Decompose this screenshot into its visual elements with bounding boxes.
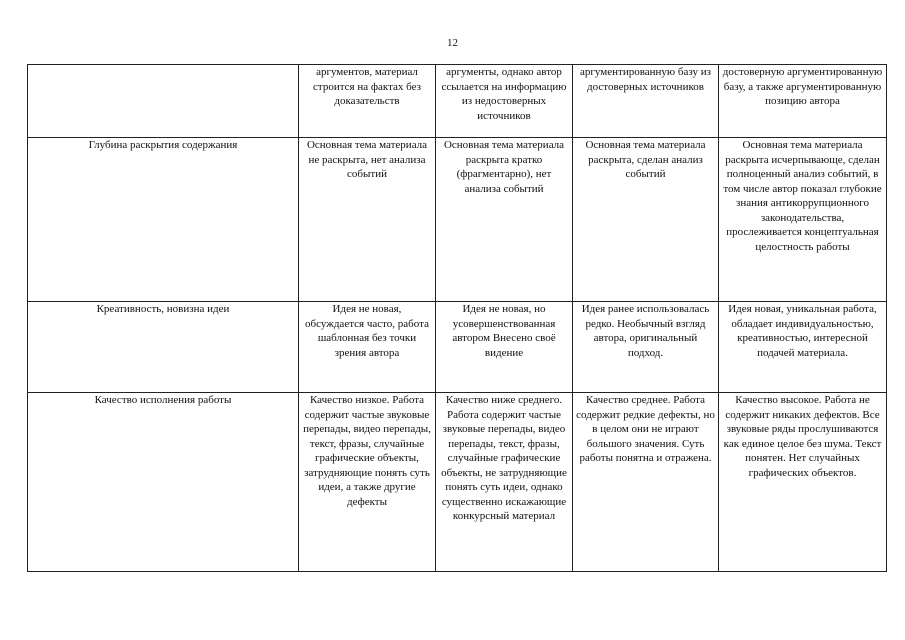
score-cell-2: аргументы, однако автор ссылается на информацию из недостоверных источников [436,65,573,138]
criterion-cell: Качество исполнения работы [28,393,299,572]
page-number: 12 [447,37,458,49]
score-cell-4: Качество высокое. Работа не содержит никаких дефектов. Все звуковые ряды прослушиваются как единое целое без шума. Текст понятен. Нет случайных графических объектов. [719,393,887,572]
score-cell-3: Идея ранее использовалась редко. Необычный взгляд автора, оригинальный подход. [573,302,719,393]
criterion-cell: Креативность, новизна идеи [28,302,299,393]
score-cell-1: Основная тема материала не раскрыта, нет анализа событий [299,138,436,302]
score-cell-1: Идея не новая, обсуждается часто, работа шаблонная без точки зрения автора [299,302,436,393]
score-cell-4: достоверную аргументированную базу, а также аргументированную позицию автора [719,65,887,138]
table-row-creativity [28,302,887,393]
criterion-cell: Глубина раскрытия содержания [28,138,299,302]
score-cell-3: Качество среднее. Работа содержит редкие дефекты, но в целом они не играют большого значения. Суть работы понятна и отражена. [573,393,719,572]
score-cell-2: Идея не новая, но усовершенствованная автором Внесено своё видение [436,302,573,393]
score-cell-2: Основная тема материала раскрыта кратко (фрагментарно), нет анализа событий [436,138,573,302]
score-cell-2: Качество ниже среднего. Работа содержит частые звуковые перепады, видео перепады, текст, фразы, случайные графические объекты, не затрудняющие понять суть идеи, однако существенно искажающие конкурсный материал [436,393,573,572]
table-row-execution-quality [28,393,887,572]
table-row-content-depth [28,138,887,302]
score-cell-3: Основная тема материала раскрыта, сделан анализ событий [573,138,719,302]
table-row-continuation [28,65,887,138]
criterion-cell [28,65,299,138]
score-cell-4: Основная тема материала раскрыта исчерпывающе, сделан полноценный анализ событий, в том числе автор показал глубокие знания антикоррупционного законодательства, прослеживается концептуальная целостность работы [719,138,887,302]
evaluation-criteria-table [27,64,887,572]
score-cell-1: Качество низкое. Работа содержит частые звуковые перепады, видео перепады, текст, фразы, случайные графические объекты, затрудняющие понять суть идеи, а также другие дефекты [299,393,436,572]
score-cell-3: аргументированную базу из достоверных источников [573,65,719,138]
score-cell-1: аргументов, материал строится на фактах без доказательств [299,65,436,138]
score-cell-4: Идея новая, уникальная работа, обладает индивидуальностью, креативностью, интересной подачей материала. [719,302,887,393]
